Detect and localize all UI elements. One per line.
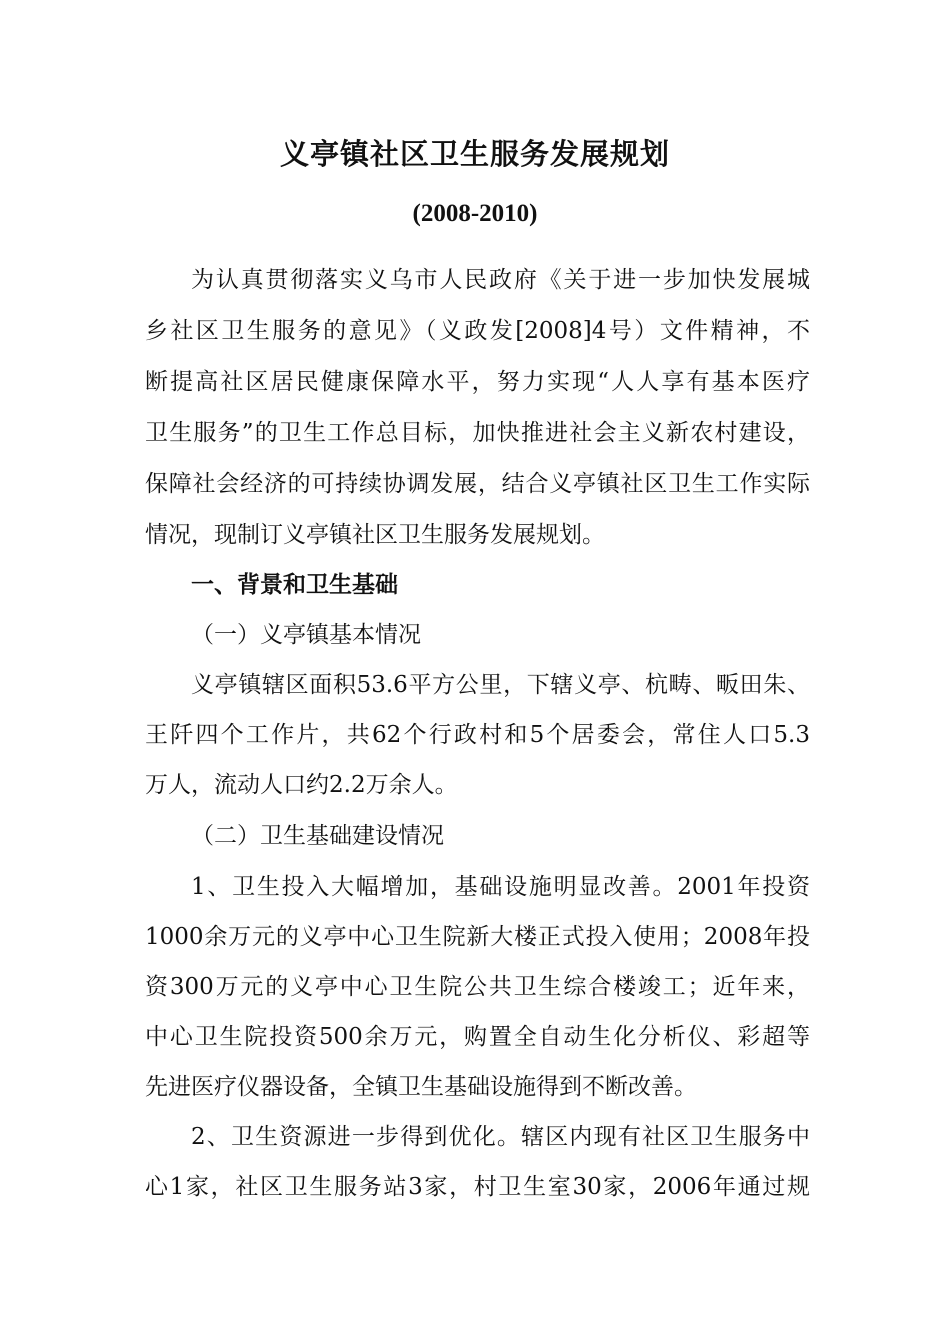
- item2-line-1: 2、卫生资源进一步得到优化。辖区内现有社区卫生服务中: [191, 1124, 810, 1150]
- intro-line-2: 乡社区卫生服务的意见》（义政发[2008]4号）文件精神，不: [145, 318, 810, 344]
- sub1-line-1: 义亭镇辖区面积53.6平方公里，下辖义亭、杭畴、畈田朱、: [191, 672, 810, 698]
- document-title: 义亭镇社区卫生服务发展规划: [279, 137, 670, 171]
- item1-line-4: 中心卫生院投资500余万元，购置全自动生化分析仪、彩超等: [145, 1024, 810, 1050]
- intro-line-4: 卫生服务”的卫生工作总目标，加快推进社会主义新农村建设，: [145, 420, 810, 446]
- intro-line-5: 保障社会经济的可持续协调发展，结合义亭镇社区卫生工作实际: [145, 471, 810, 497]
- section-1-heading: 一、背景和卫生基础: [191, 572, 398, 598]
- item1-line-3: 资300万元的义亭中心卫生院公共卫生综合楼竣工；近年来，: [145, 974, 810, 1000]
- subsection-1-heading: （一）义亭镇基本情况: [191, 622, 421, 648]
- subsection-2-heading: （二）卫生基础建设情况: [191, 823, 444, 849]
- item1-line-2: 1000余万元的义亭中心卫生院新大楼正式投入使用；2008年投: [145, 924, 810, 950]
- intro-line-1: 为认真贯彻落实义乌市人民政府《关于进一步加快发展城: [191, 267, 810, 293]
- intro-line-3: 断提高社区居民健康保障水平，努力实现“人人享有基本医疗: [145, 369, 810, 395]
- item2-line-2: 心1家，社区卫生服务站3家，村卫生室30家，2006年通过规: [145, 1174, 810, 1200]
- sub1-line-2: 王阡四个工作片，共62个行政村和5个居委会，常住人口5.3: [145, 722, 810, 748]
- intro-line-6: 情况，现制订义亭镇社区卫生服务发展规划。: [145, 522, 605, 548]
- item1-line-1: 1、卫生投入大幅增加，基础设施明显改善。2001年投资: [191, 874, 810, 900]
- sub1-line-3: 万人，流动人口约2.2万余人。: [145, 772, 458, 798]
- item1-line-5: 先进医疗仪器设备，全镇卫生基础设施得到不断改善。: [145, 1074, 697, 1100]
- document-subtitle: (2008-2010): [412, 200, 538, 227]
